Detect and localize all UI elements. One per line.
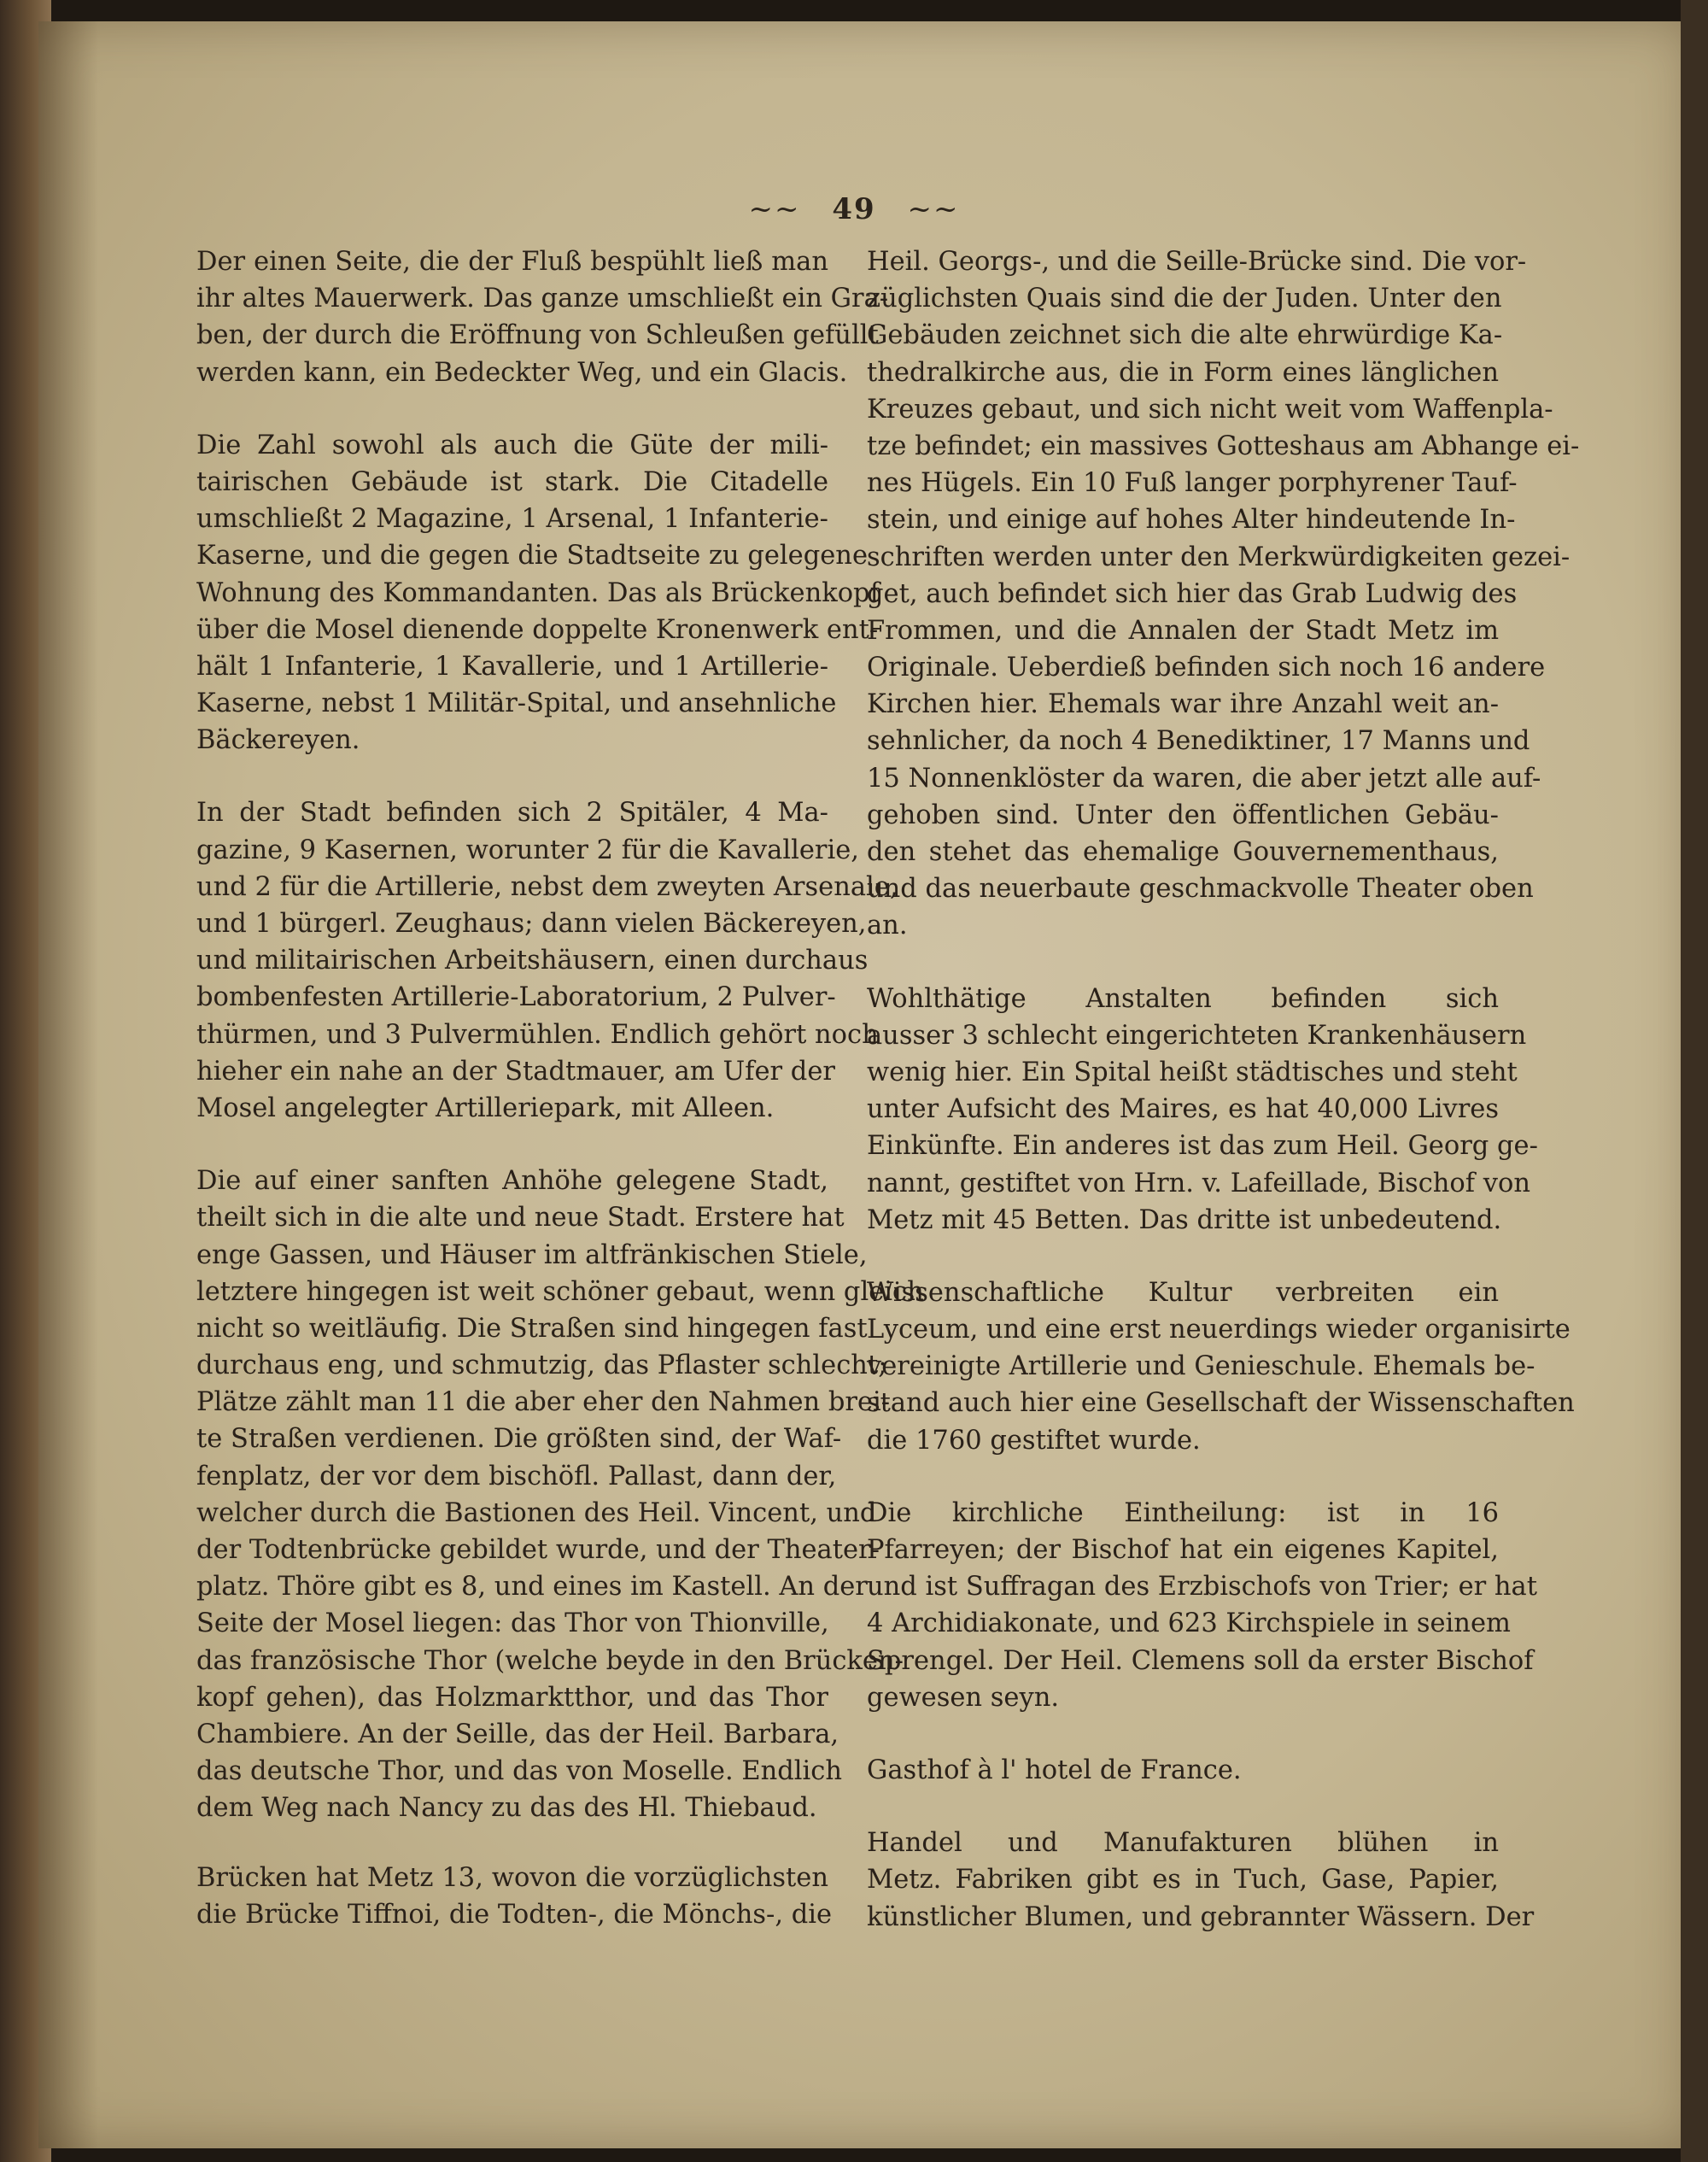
paragraph-gap xyxy=(196,759,828,794)
text-line: die Brücke Tiffnoi, die Todten-, die Mönchs-, die xyxy=(196,1899,833,1930)
text-line: Originale. Ueberdieß befinden sich noch 16 andere xyxy=(867,653,1546,683)
text-line: ausser 3 schlecht eingerichteten Krankenhäusern xyxy=(867,1020,1527,1051)
text-line: Die auf einer sanften Anhöhe gelegene Stadt, xyxy=(196,1166,828,1197)
text-line: schriften werden unter den Merkwürdigkeiten gezei- xyxy=(867,542,1571,572)
paragraph-gap xyxy=(867,1459,1499,1495)
page-edge xyxy=(1681,0,1708,2162)
text-line: Heil. Georgs-, und die Seille-Brücke sind. Die vor- xyxy=(867,247,1527,277)
text-line: umschließt 2 Magazine, 1 Arsenal, 1 Infanterie- xyxy=(196,504,828,535)
paragraph xyxy=(867,1495,1537,1716)
text-line: hieher ein nahe an der Stadtmauer, am Ufer der xyxy=(196,1056,835,1087)
text-line: nannt, gestiftet von Hrn. v. Lafeillade, Bischof von xyxy=(867,1168,1531,1198)
paragraph-gap xyxy=(867,945,1499,981)
text-line: Sprengel. Der Heil. Clemens soll da erster Bischof xyxy=(867,1645,1534,1676)
paragraph-gap xyxy=(867,1239,1499,1274)
text-line: wenig hier. Ein Spital heißt städtisches und steht xyxy=(867,1057,1518,1087)
text-line: den stehet das ehemalige Gouvernementhaus, xyxy=(867,837,1499,867)
paragraph-gap xyxy=(867,1716,1499,1752)
text-line: Wissenschaftliche Kultur verbreiten ein xyxy=(867,1277,1499,1308)
text-line: nicht so weitläufig. Die Straßen sind hingegen fast xyxy=(196,1313,868,1344)
text-line: Kaserne, und die gegen die Stadtseite zu gelegene xyxy=(196,541,869,571)
text-line: an. xyxy=(867,911,908,941)
paragraph xyxy=(867,981,1538,1239)
text-line: und ist Suffragan des Erzbischofs von Trier; er hat xyxy=(867,1572,1537,1602)
text-line: Pfarreyen; der Bischof hat ein eigenes Kapitel, xyxy=(867,1535,1499,1565)
text-line: tze befindet; ein massives Gotteshaus am Abhange ei- xyxy=(867,431,1580,461)
text-line: der Todtenbrücke gebildet wurde, und der Theater- xyxy=(196,1535,880,1565)
text-line: Frommen, und die Annalen der Stadt Metz im xyxy=(867,615,1499,646)
text-line: thürmen, und 3 Pulvermühlen. Endlich gehört noch xyxy=(196,1019,879,1050)
text-line: fenplatz, der vor dem bischöfl. Pallast, dann der, xyxy=(196,1461,837,1491)
text-line: In der Stadt befinden sich 2 Spitäler, 4 Ma- xyxy=(196,798,828,829)
text-line: kopf gehen), das Holzmarktthor, und das Thor xyxy=(196,1682,828,1713)
paragraph xyxy=(867,1825,1535,1936)
text-line: Wohnung des Kommandanten. Das als Brückenkopf xyxy=(196,577,880,608)
text-line: durchaus eng, und schmutzig, das Pflaster schlecht; xyxy=(196,1351,887,1381)
text-line: gewesen seyn. xyxy=(867,1682,1060,1713)
text-line: Gebäuden zeichnet sich die alte ehrwürdige Ka- xyxy=(867,320,1503,351)
text-line: Lyceum, und eine erst neuerdings wieder organisirte xyxy=(867,1315,1571,1345)
text-line: welcher durch die Bastionen des Heil. Vincent, und xyxy=(196,1497,877,1528)
text-line: züglichsten Quais sind die der Juden. Unter den xyxy=(867,284,1502,314)
text-line: nes Hügels. Ein 10 Fuß langer porphyrener Tauf- xyxy=(867,468,1518,499)
header-ornament-left: ~~ xyxy=(748,192,801,226)
text-line: und 1 bürgerl. Zeughaus; dann vielen Bäckereyen, xyxy=(196,909,867,939)
text-line: werden kann, ein Bedeckter Weg, und ein Glacis. xyxy=(196,357,848,388)
text-line: gehoben sind. Unter den öffentlichen Gebäu- xyxy=(867,800,1499,830)
text-line: gazine, 9 Kasernen, worunter 2 für die Kavallerie, xyxy=(196,835,859,865)
paragraph-gap xyxy=(196,1127,828,1163)
paragraph xyxy=(196,243,889,391)
paragraph xyxy=(196,794,898,1127)
text-line: Die kirchliche Eintheilung: ist in 16 xyxy=(867,1497,1499,1528)
text-line: Der einen Seite, die der Fluß bespühlt ließ man xyxy=(196,247,828,277)
paragraph xyxy=(196,1860,833,1933)
text-line: unter Aufsicht des Maires, es hat 40,000 Livres xyxy=(867,1094,1499,1125)
text-line: stand auch hier eine Gesellschaft der Wissenschaften xyxy=(867,1388,1575,1419)
header-ornament-right: ~~ xyxy=(907,192,960,226)
text-line: Gasthof à l' hotel de France. xyxy=(867,1755,1242,1785)
text-line: Bäckereyen. xyxy=(196,725,360,756)
text-line: Kaserne, nebst 1 Militär-Spital, und ansehnliche xyxy=(196,688,837,719)
text-line: 4 Archidiakonate, und 623 Kirchspiele in seinem xyxy=(867,1608,1511,1639)
text-line: künstlicher Blumen, und gebrannter Wässern. Der xyxy=(867,1901,1535,1932)
text-line: 15 Nonnenklöster da waren, die aber jetzt alle auf- xyxy=(867,763,1541,794)
text-line: sehnlicher, da noch 4 Benediktiner, 17 Manns und xyxy=(867,726,1530,757)
paragraph-gap xyxy=(196,391,828,427)
text-line: ben, der durch die Eröffnung von Schleußen gefüllt xyxy=(196,320,879,351)
paragraph xyxy=(196,427,880,759)
text-line: Seite der Mosel liegen: das Thor von Thionville, xyxy=(196,1608,829,1639)
text-line: Metz mit 45 Betten. Das dritte ist unbedeutend. xyxy=(867,1204,1502,1235)
text-line: dem Weg nach Nancy zu das des Hl. Thiebaud. xyxy=(196,1793,817,1824)
text-line: get, auch befindet sich hier das Grab Ludwig des xyxy=(867,578,1518,609)
text-line: Kirchen hier. Ehemals war ihre Anzahl weit an- xyxy=(867,689,1499,720)
text-line: enge Gassen, und Häuser im altfränkischen Stiele, xyxy=(196,1239,868,1270)
text-line: Mosel angelegter Artilleriepark, mit Alleen. xyxy=(196,1093,775,1123)
page-header xyxy=(0,192,1708,226)
paragraph xyxy=(867,1752,1499,1789)
paragraph xyxy=(196,1163,924,1826)
text-line: theilt sich in die alte und neue Stadt. Erstere hat xyxy=(196,1203,845,1233)
paragraph-gap xyxy=(196,1827,828,1860)
paragraph xyxy=(867,1274,1575,1459)
text-line: und das neuerbaute geschmackvolle Theater oben xyxy=(867,874,1534,905)
paragraph-gap xyxy=(867,1789,1499,1825)
text-line: ihr altes Mauerwerk. Das ganze umschließt ein Gra- xyxy=(196,284,889,314)
text-line: te Straßen verdienen. Die größten sind, der Waf- xyxy=(196,1424,842,1455)
text-line: Handel und Manufakturen blühen in xyxy=(867,1828,1499,1859)
page-number: 49 xyxy=(832,192,876,226)
text-line: stein, und einige auf hohes Alter hindeutende In- xyxy=(867,505,1516,536)
text-line: platz. Thöre gibt es 8, und eines im Kastell. An der xyxy=(196,1572,868,1602)
text-line: und 2 für die Artillerie, nebst dem zweyten Arsenale, xyxy=(196,871,898,902)
text-line: thedralkirche aus, die in Form eines länglichen xyxy=(867,357,1499,388)
text-line: Metz. Fabriken gibt es in Tuch, Gase, Papier, xyxy=(867,1865,1499,1895)
paragraph xyxy=(867,243,1580,945)
text-line: über die Mosel dienende doppelte Kronenwerk ent- xyxy=(196,614,879,645)
text-line: Brücken hat Metz 13, wovon die vorzüglichsten xyxy=(196,1862,828,1893)
text-line: Kreuzes gebaut, und sich nicht weit vom Waffenpla- xyxy=(867,394,1553,425)
text-line: Wohlthätige Anstalten befinden sich xyxy=(867,983,1499,1014)
right-column xyxy=(867,243,1580,1936)
text-line: Einkünfte. Ein anderes ist das zum Heil. Georg ge- xyxy=(867,1131,1538,1162)
text-line: das französische Thor (welche beyde in den Brücken- xyxy=(196,1645,904,1676)
text-line: letztere hingegen ist weit schöner gebaut, wenn gleich xyxy=(196,1276,924,1307)
text-line: tairischen Gebäude ist stark. Die Citadelle xyxy=(196,466,828,497)
text-line: Plätze zählt man 11 die aber eher den Nahmen brei- xyxy=(196,1387,891,1418)
text-line: Chambiere. An der Seille, das der Heil. Barbara, xyxy=(196,1719,839,1749)
text-line: Die Zahl sowohl als auch die Güte der mili- xyxy=(196,430,828,460)
text-line: vereinigte Artillerie und Genieschule. Ehemals be- xyxy=(867,1351,1535,1382)
text-line: und militairischen Arbeitshäusern, einen durchaus xyxy=(196,946,869,976)
left-column xyxy=(196,243,924,1933)
text-line: das deutsche Thor, und das von Moselle. Endlich xyxy=(196,1756,843,1787)
text-line: die 1760 gestiftet wurde. xyxy=(867,1425,1201,1456)
text-line: bombenfesten Artillerie-Laboratorium, 2 Pulver- xyxy=(196,982,836,1013)
text-line: hält 1 Infanterie, 1 Kavallerie, und 1 Artillerie- xyxy=(196,651,828,682)
spine-shadow xyxy=(38,21,98,2148)
